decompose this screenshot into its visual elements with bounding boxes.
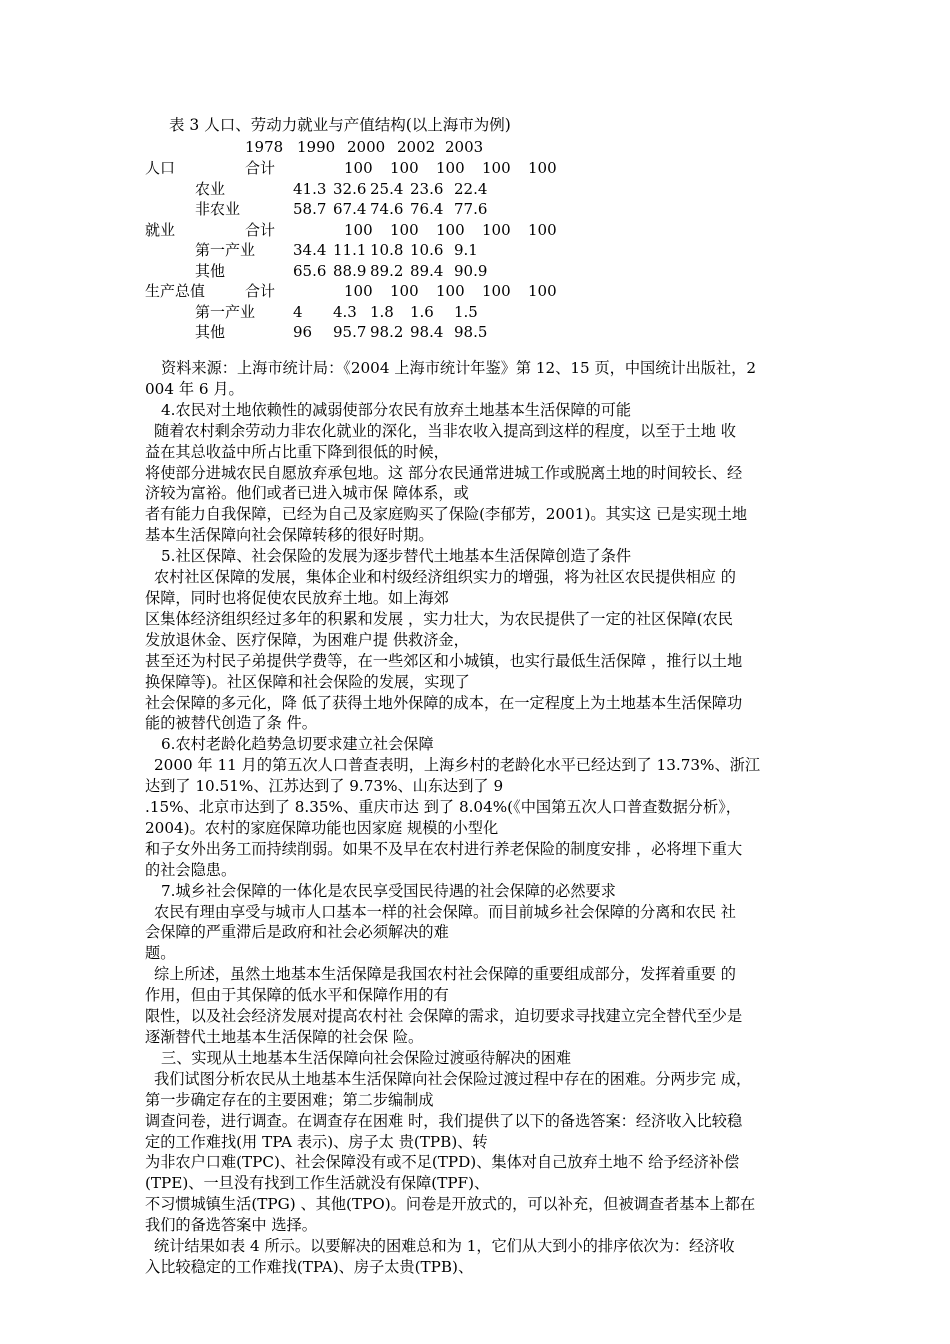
table-cell: 1.6 xyxy=(410,302,434,321)
table-cell: 74.6 xyxy=(370,200,404,218)
text-line: 入比较稳定的工作难找(TPA)、房子太贵(TPB)、 xyxy=(145,1257,474,1276)
text-line: (TPE)、一旦没有找到工作生活就没有保障(TPF)、 xyxy=(145,1174,490,1193)
year-header: 1990 xyxy=(297,138,336,156)
table-row xyxy=(145,322,565,342)
text-line: 2000 年 11 月的第五次人口普查表明，上海乡村的老龄化水平已经达到了 13.73%、浙江 xyxy=(154,756,761,775)
table-row xyxy=(145,158,565,178)
text-line: 将使部分进城农民自愿放弃承包地。这 部分农民通常进城工作或脱离土地的时间较长、经 xyxy=(145,463,743,482)
table-cell: 100 xyxy=(528,220,557,239)
text-line: .15%、北京市达到了 8.35%、重庆市达 到了 8.04%(《中国第五次人口普查数据分析》， xyxy=(145,798,741,817)
table-cell: 34.4 xyxy=(293,241,327,259)
table-cell: 100 xyxy=(482,220,511,239)
table-cell: 89.4 xyxy=(410,261,444,280)
text-line: 调查问卷，进行调查。在调查存在困难 时，我们提供了以下的备选答案：经济收入比较稳 xyxy=(145,1111,743,1130)
table-cell: 100 xyxy=(528,159,557,177)
text-line: 第一步确定存在的主要困难；第二步编制成 xyxy=(145,1090,434,1109)
text-line: 农村社区保障的发展，集体企业和村级经济组织实力的增强，将为社区农民提供相应 的 xyxy=(154,568,736,587)
row-sublabel: 第一产业 xyxy=(195,241,256,259)
table-cell: 4 xyxy=(293,302,303,321)
row-sublabel: 其他 xyxy=(195,261,226,280)
text-line: 资料来源：上海市统计局：《2004 上海市统计年鉴》第 12、15 页，中国统计出版社，2 xyxy=(161,359,757,377)
table-cell: 9.1 xyxy=(454,241,478,259)
table-row xyxy=(145,261,565,281)
table-row xyxy=(145,179,565,199)
table-cell: 98.4 xyxy=(410,323,444,341)
table-cell: 100 xyxy=(344,282,373,300)
table-cell: 100 xyxy=(528,282,557,300)
text-line: 6.农村老龄化趋势急切要求建立社会保障 xyxy=(161,735,434,754)
table-cell: 22.4 xyxy=(454,179,488,198)
table-cell: 58.7 xyxy=(293,200,327,218)
table-row xyxy=(145,281,565,301)
table-cell: 4.3 xyxy=(333,302,357,321)
text-line: 达到了 10.51%、江苏达到了 9.73%、山东达到了 9 xyxy=(145,777,504,796)
year-header: 1978 xyxy=(245,138,284,156)
table-cell: 1.8 xyxy=(370,302,394,321)
table-cell: 11.1 xyxy=(333,241,367,259)
table-cell: 100 xyxy=(390,220,419,239)
text-line: 统计结果如表 4 所示。以要解决的困难总和为 1，它们从大到小的排序依次为：经济收 xyxy=(154,1237,735,1256)
table-cell: 100 xyxy=(482,282,511,300)
table-cell: 96 xyxy=(293,323,313,341)
text-line: 作用，但由于其保障的低水平和保障作用的有 xyxy=(145,986,449,1005)
table-cell: 100 xyxy=(344,159,373,177)
row-label: 人口 xyxy=(145,159,176,177)
text-line: 的社会隐患。 xyxy=(145,860,237,879)
text-line: 随着农村剩余劳动力非农化就业的深化，当非农收入提高到这样的程度，以至于土地 收 xyxy=(154,421,736,440)
text-line: 社会保障的多元化，降 低了获得土地外保障的成本，在一定程度上为土地基本生活保障功 xyxy=(145,693,743,712)
table-row xyxy=(145,199,565,219)
table-cell: 100 xyxy=(436,220,465,239)
text-line: 益在其总收益中所占比重下降到很低的时候， xyxy=(145,442,449,461)
text-line: 7.城乡社会保障的一体化是农民享受国民待遇的社会保障的必然要求 xyxy=(161,881,616,900)
table-cell: 67.4 xyxy=(333,200,367,218)
table-cell: 100 xyxy=(436,282,465,300)
text-line: 我们的备选答案中 选择。 xyxy=(145,1216,317,1235)
row-total-label: 合计 xyxy=(245,220,276,239)
table-row xyxy=(145,220,565,240)
table-cell: 76.4 xyxy=(410,200,444,218)
table-cell: 25.4 xyxy=(370,179,404,198)
text-line: 限性，以及社会经济发展对提高农村社 会保障的需求，迫切要求寻找建立完全替代至少是 xyxy=(145,1007,743,1026)
table-cell: 98.2 xyxy=(370,323,404,341)
table-cell: 32.6 xyxy=(333,179,367,198)
table-cell: 41.3 xyxy=(293,179,327,198)
row-sublabel: 第一产业 xyxy=(195,302,256,321)
text-line: 为非农户口难(TPC)、社会保障没有或不足(TPD)、集体对自己放弃土地不 给予经济补偿 xyxy=(145,1153,740,1172)
table-caption: 表 3 人口、劳动力就业与产值结构(以上海市为例) xyxy=(169,116,511,134)
row-total-label: 合计 xyxy=(245,159,276,177)
text-line: 发放退休金、医疗保障，为困难户提 供救济金， xyxy=(145,630,469,649)
text-line: 004 年 6 月。 xyxy=(145,379,244,398)
row-sublabel: 其他 xyxy=(195,323,226,341)
year-header: 2003 xyxy=(445,138,484,156)
row-sublabel: 非农业 xyxy=(195,200,241,218)
text-line: 区集体经济组织经过多年的积累和发展 ，实力壮大，为农民提供了一定的社区保障(农民 xyxy=(145,609,733,628)
table-row xyxy=(145,240,565,260)
text-line: 综上所述，虽然土地基本生活保障是我国农村社会保障的重要组成部分，发挥着重要 的 xyxy=(154,965,736,984)
text-line: 保障，同时也将促使农民放弃土地。如上海郊 xyxy=(145,588,449,607)
table-cell: 65.6 xyxy=(293,261,327,280)
text-line: 不习惯城镇生活(TPG) 、其他(TPO)。问卷是开放式的，可以补充，但被调查者基本上都在 xyxy=(145,1195,756,1214)
table-row xyxy=(145,302,565,322)
text-line: 定的工作难找(用 TPA 表示)、房子太 贵(TPB)、转 xyxy=(145,1132,488,1151)
table-cell: 100 xyxy=(390,159,419,177)
text-line: 我们试图分析农民从土地基本生活保障向社会保险过渡过程中存在的困难。分两步完 成， xyxy=(154,1069,752,1088)
row-label: 就业 xyxy=(145,220,176,239)
row-sublabel: 农业 xyxy=(195,179,226,198)
text-line: 会保障的严重滞后是政府和社会必须解决的难 xyxy=(145,923,449,942)
table-cell: 10.6 xyxy=(410,241,444,259)
table-cell: 89.2 xyxy=(370,261,404,280)
row-total-label: 合计 xyxy=(245,282,276,300)
table-cell: 100 xyxy=(482,159,511,177)
year-header: 2000 xyxy=(347,138,386,156)
text-line: 甚至还为村民子弟提供学费等，在一些郊区和小城镇，也实行最低生活保障 ，推行以土地 xyxy=(145,651,743,670)
text-line: 济较为富裕。他们或者已进入城市保 障体系，或 xyxy=(145,484,469,503)
text-line: 换保障等)。社区保障和社会保险的发展，实现了 xyxy=(145,672,470,691)
text-line: 三、实现从土地基本生活保障向社会保险过渡亟待解决的困难 xyxy=(161,1048,572,1067)
table-cell: 100 xyxy=(344,220,373,239)
table-cell: 95.7 xyxy=(333,323,367,341)
text-line: 2004)。农村的家庭保障功能也因家庭 规模的小型化 xyxy=(145,818,499,837)
table-year-header xyxy=(145,137,565,157)
table-cell: 88.9 xyxy=(333,261,367,280)
table-cell: 23.6 xyxy=(410,179,444,198)
text-line: 4.农民对土地依赖性的减弱使部分农民有放弃土地基本生活保障的可能 xyxy=(161,400,632,419)
text-line: 基本生活保障向社会保障转移的很好时期。 xyxy=(145,526,434,545)
text-line: 逐渐替代土地基本生活保障的社会保 险。 xyxy=(145,1028,424,1046)
table-cell: 100 xyxy=(390,282,419,300)
year-header: 2002 xyxy=(397,138,436,156)
text-line: 者有能力自我保障，已经为自己及家庭购买了保险(李郁芳，2001)。其实这 已是实现土地 xyxy=(145,505,748,524)
text-line: 农民有理由享受与城市人口基本一样的社会保障。而目前城乡社会保障的分离和农民 社 xyxy=(154,902,736,921)
body-text xyxy=(145,358,810,1278)
row-label: 生产总值 xyxy=(145,282,206,300)
table-cell: 90.9 xyxy=(454,261,488,280)
text-line: 题。 xyxy=(145,944,176,963)
text-line: 5.社区保障、社会保险的发展为逐步替代土地基本生活保障创造了条件 xyxy=(161,547,632,566)
table-cell: 10.8 xyxy=(370,241,404,259)
text-line: 和子女外出务工而持续削弱。如果不及早在农村进行养老保险的制度安排 ，必将埋下重大 xyxy=(145,839,743,858)
table-cell: 98.5 xyxy=(454,323,488,341)
table-cell: 100 xyxy=(436,159,465,177)
text-line: 能的被替代创造了条 件。 xyxy=(145,714,317,733)
table-cell: 77.6 xyxy=(454,200,488,218)
table-cell: 1.5 xyxy=(454,302,478,321)
